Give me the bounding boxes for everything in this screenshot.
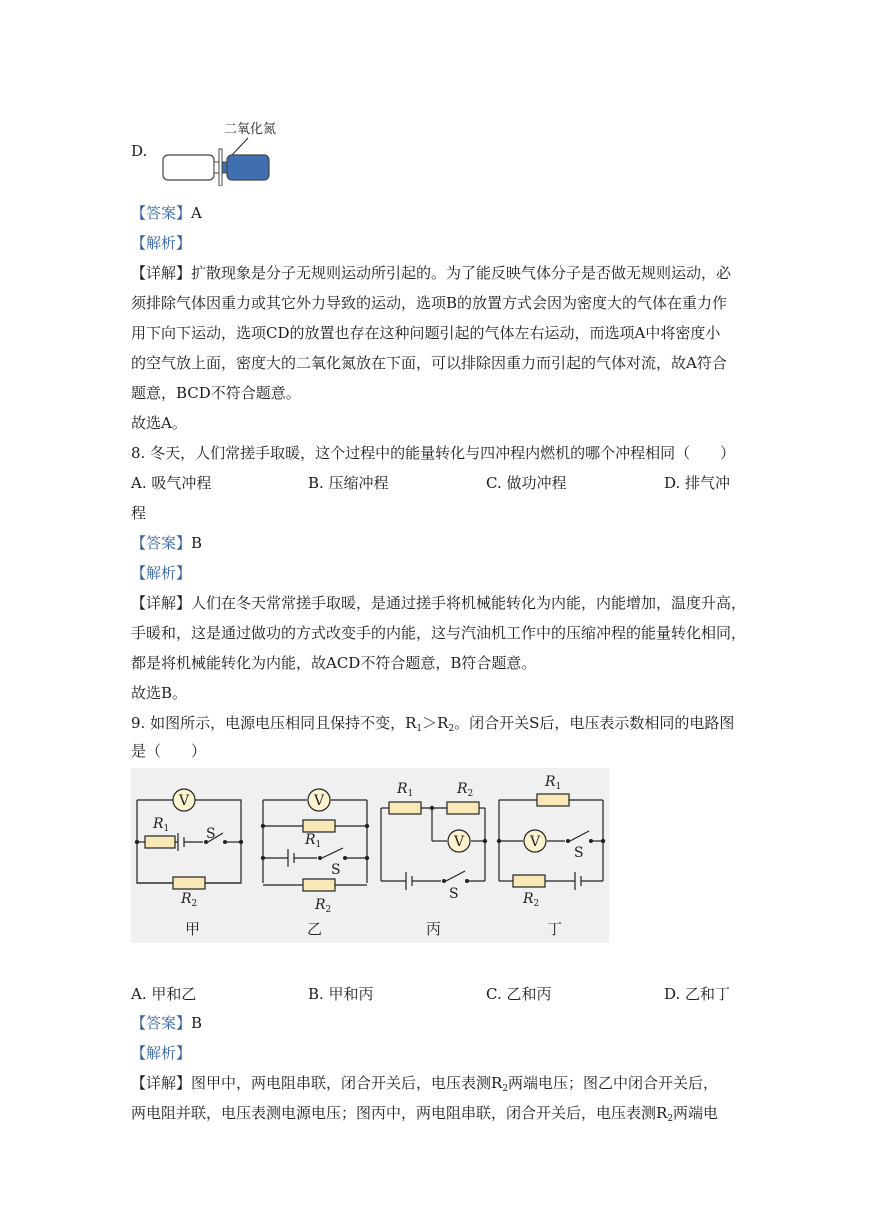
detail-text: 两端电	[673, 1104, 719, 1122]
voltmeter-symbol: V	[179, 793, 190, 809]
resistor-r1	[389, 802, 421, 814]
caption-ding: 丁	[547, 920, 563, 938]
option-d-letter: D.	[131, 142, 148, 160]
q9-stem-line2: 是（ ）	[131, 742, 207, 760]
q8-option-d: D. 排气冲	[664, 474, 731, 492]
q9-option-a: A. 甲和乙	[131, 985, 197, 1003]
r1-label: $R_1$	[397, 781, 414, 799]
stem-text: 。闭合开关S后，电压表示数相同的电路图	[454, 714, 735, 732]
detail-text: 两端电压；图乙中闭合开关后，	[508, 1074, 719, 1092]
voltmeter-symbol: V	[454, 834, 465, 850]
label-leader-line	[232, 138, 248, 155]
q9-option-b: B. 甲和丙	[308, 985, 374, 1003]
stem-text: ＞R	[422, 714, 449, 732]
stem-text: 9. 如图所示，电源电压相同且保持不变，R	[131, 714, 417, 732]
detail-tag: 【详解】	[131, 594, 192, 612]
q7-answer-line	[131, 202, 202, 223]
q8-option-d-wrap: 程	[131, 504, 147, 522]
resistor-r1	[537, 794, 569, 806]
r1-label: $R_1$	[545, 774, 562, 792]
answer-tag: 【答案】	[131, 1014, 192, 1032]
answer-tag: 【答案】	[131, 534, 192, 552]
detail-text: 扩散现象是分子无规则运动所引起的。为了能反映气体分子是否做无规则运动，必	[191, 264, 732, 282]
voltmeter-symbol: V	[314, 793, 325, 809]
switch-label: S	[331, 862, 341, 878]
detail-tag: 【详解】	[131, 264, 192, 282]
no2-bottle	[227, 155, 269, 180]
r2-label: $R_2$	[457, 781, 474, 799]
q7-detail-line	[131, 262, 731, 283]
switch-label: S	[574, 845, 584, 861]
detail-text: 图甲中，两电阻串联，闭合开关后，电压表测R	[191, 1074, 503, 1092]
gas-bottles-diagram	[160, 136, 275, 186]
air-bottle-neck	[214, 162, 219, 173]
resistor-r1	[145, 836, 175, 848]
switch-label: S	[449, 886, 459, 902]
q9-detail-line	[131, 1102, 718, 1124]
q8-detail-line: 手暖和，这是通过做功的方式改变手的内能，这与汽油机工作中的压缩冲程的能量转化相同，	[131, 624, 747, 642]
subscript: 1	[416, 724, 423, 734]
q8-option-a: A. 吸气冲程	[131, 474, 212, 492]
q9-detail-line	[131, 1072, 718, 1094]
caption-yi: 乙	[307, 920, 323, 938]
r2-label: $R_2$	[181, 891, 198, 909]
caption-bing: 丙	[426, 920, 442, 938]
r2-label: $R_2$	[523, 891, 540, 909]
q8-detail-line: 都是将机械能转化为内能，故ACD不符合题意，B符合题意。	[131, 654, 537, 672]
q9-stem	[131, 712, 734, 734]
subscript: 2	[667, 1114, 674, 1124]
q9-option-c: C. 乙和丙	[486, 985, 552, 1003]
r1-label: $R_1$	[153, 816, 170, 834]
voltmeter-symbol: V	[530, 834, 541, 850]
answer-value: B	[191, 1014, 203, 1032]
nitrogen-dioxide-label: 二氧化氮	[224, 122, 277, 137]
q9-analysis-tag: 【解析】	[131, 1044, 192, 1062]
q8-stem: 8. 冬天，人们常搓手取暖，这个过程中的能量转化与四冲程内燃机的哪个冲程相同（ ）	[131, 444, 736, 462]
detail-tag: 【详解】	[131, 1074, 192, 1092]
subscript: 2	[502, 1084, 509, 1094]
q7-analysis-tag: 【解析】	[131, 234, 192, 252]
resistor-r2	[303, 879, 335, 891]
resistor-r2	[513, 875, 545, 887]
resistor-r2	[447, 802, 479, 814]
q9-option-d: D. 乙和丁	[664, 985, 731, 1003]
r2-label: $R_2$	[315, 897, 332, 915]
detail-text: 两电阻并联，电压表测电源电压；图丙中，两电阻串联，闭合开关后，电压表测R	[131, 1104, 668, 1122]
circuit-figure	[131, 768, 609, 943]
q8-conclusion: 故选B。	[131, 684, 188, 702]
q8-option-b: B. 压缩冲程	[308, 474, 389, 492]
answer-value: A	[191, 204, 202, 222]
q8-analysis-tag: 【解析】	[131, 564, 192, 582]
resistor-r2	[173, 877, 205, 889]
resistor-r1	[303, 820, 335, 832]
q9-answer-line	[131, 1012, 202, 1033]
air-bottle	[163, 155, 214, 180]
no2-bottle-neck	[222, 162, 227, 173]
detail-text: 人们在冬天常常搓手取暖，是通过搓手将机械能转化为内能，内能增加，温度升高，	[191, 594, 747, 612]
q7-conclusion: 故选A。	[131, 414, 187, 432]
q7-detail-line: 的空气放上面，密度大的二氧化氮放在下面，可以排除因重力而引起的气体对流，故A符合	[131, 354, 727, 372]
q8-option-c: C. 做功冲程	[486, 474, 567, 492]
r1-label: $R_1$	[305, 832, 322, 850]
subscript: 2	[448, 724, 455, 734]
answer-tag: 【答案】	[131, 204, 192, 222]
q7-detail-line: 用下向下运动，选项CD的放置也存在这种问题引起的气体左右运动，而选项A中将密度小	[131, 324, 721, 342]
switch-label: S	[206, 826, 216, 842]
caption-jia: 甲	[185, 920, 201, 938]
q8-answer-line	[131, 532, 202, 553]
answer-value: B	[191, 534, 203, 552]
q7-detail-line: 题意，BCD不符合题意。	[131, 384, 301, 402]
q7-detail-line: 须排除气体因重力或其它外力导致的运动，选项B的放置方式会因为密度大的气体在重力作	[131, 294, 728, 312]
q8-detail-line	[131, 592, 746, 613]
